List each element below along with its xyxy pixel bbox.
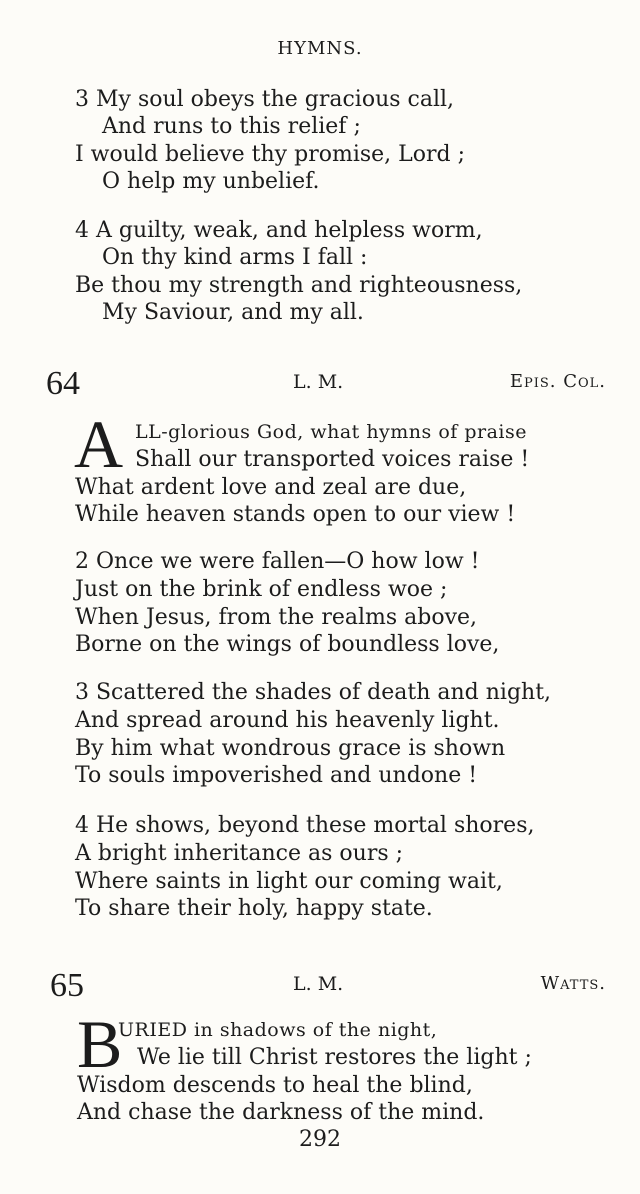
verse-line: URIED in shadows of the night,: [118, 1019, 438, 1041]
verse-line: And runs to this relief ;: [102, 114, 361, 139]
verse-line: 2 Once we were fallen—O how low !: [75, 549, 480, 574]
verse-line: To souls impoverished and undone !: [75, 763, 478, 788]
verse-line: Just on the brink of endless woe ;: [75, 577, 448, 602]
verse-line: My Saviour, and my all.: [102, 300, 364, 325]
verse-line: Where saints in light our coming wait,: [75, 869, 503, 894]
verse-line: Shall our transported voices raise !: [135, 447, 530, 472]
verse-line: 3 Scattered the shades of death and night,: [75, 680, 552, 705]
verse-line: A bright inheritance as ours ;: [75, 841, 404, 866]
verse-line: 4 A guilty, weak, and helpless worm,: [75, 218, 483, 243]
verse-line: When Jesus, from the realms above,: [75, 605, 478, 630]
verse-line: Wisdom descends to heal the blind,: [77, 1073, 473, 1098]
page-number: 292: [299, 1127, 341, 1152]
verse-line: While heaven stands open to our view !: [75, 502, 516, 527]
verse-line: What ardent love and zeal are due,: [75, 475, 467, 500]
verse-line: We lie till Christ restores the light ;: [137, 1045, 532, 1070]
verse-line: Be thou my strength and righteousness,: [75, 273, 523, 298]
verse-line: And spread around his heavenly light.: [75, 708, 500, 733]
drop-cap: B: [77, 1006, 123, 1082]
verse-line: LL-glorious God, what hymns of praise: [135, 421, 527, 443]
verse-line: To share their holy, happy state.: [75, 896, 433, 921]
verse-line: 4 He shows, beyond these mortal shores,: [75, 813, 535, 838]
verse-line: Borne on the wings of boundless love,: [75, 632, 500, 657]
verse-line: O help my unbelief.: [102, 169, 320, 194]
drop-cap: A: [74, 406, 124, 482]
verse-line: 3 My soul obeys the gracious call,: [75, 87, 455, 112]
verse-line: And chase the darkness of the mind.: [77, 1100, 485, 1125]
hymn-number: 65: [50, 967, 84, 1004]
hymn-meter: L. M.: [293, 371, 344, 393]
verse-line: I would believe thy promise, Lord ;: [75, 142, 466, 167]
hymn-author: Watts.: [540, 973, 606, 994]
hymn-number: 64: [46, 365, 80, 402]
running-header: HYMNS.: [277, 38, 363, 59]
verse-line: By him what wondrous grace is shown: [75, 736, 506, 761]
hymn-author: Epis. Col.: [509, 371, 606, 392]
hymn-meter: L. M.: [293, 973, 344, 995]
verse-line: On thy kind arms I fall :: [102, 245, 368, 270]
